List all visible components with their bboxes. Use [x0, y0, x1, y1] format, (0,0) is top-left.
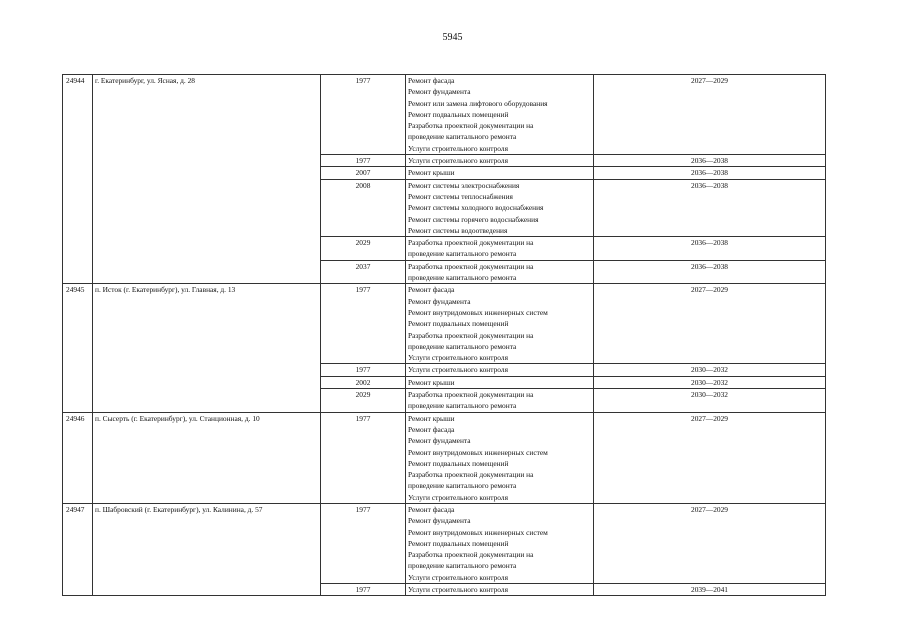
work-item: Разработка проектной документации на — [408, 261, 534, 271]
works-cell — [406, 237, 594, 261]
work-item: Ремонт фундамента — [408, 516, 471, 526]
year-cell: 2007 — [321, 167, 406, 179]
work-item: Ремонт системы водоотведения — [408, 225, 508, 235]
year-cell: 1977 — [321, 364, 406, 376]
work-item: Ремонт или замена лифтового оборудования — [408, 98, 548, 108]
period-cell: 2036—2038 — [594, 155, 826, 167]
works-cell — [406, 284, 594, 364]
work-item: Ремонт подвальных помещений — [408, 319, 509, 329]
object-address: п. Исток (г. Екатеринбург), ул. Главная, д. 13 — [93, 284, 321, 412]
work-item: Ремонт фундамента — [408, 436, 471, 446]
work-item: проведение капитального ремонта — [408, 273, 517, 283]
work-item: Разработка проектной документации на — [408, 470, 534, 480]
year-cell: 2029 — [321, 389, 406, 413]
period-cell: 2030—2032 — [594, 389, 826, 413]
object-address: г. Екатеринбург, ул. Ясная, д. 28 — [93, 75, 321, 284]
work-item: проведение капитального ремонта — [408, 132, 517, 142]
object-id: 24946 — [63, 412, 93, 503]
work-item: Ремонт фундамента — [408, 87, 471, 97]
work-item: Ремонт внутридомовых инженерных систем — [408, 527, 548, 537]
capital-repair-table — [62, 74, 826, 596]
table-row — [63, 75, 826, 155]
work-item: Ремонт подвальных помещений — [408, 109, 509, 119]
works-cell — [406, 364, 594, 376]
work-item: проведение капитального ремонта — [408, 401, 517, 411]
work-item: Ремонт внутридомовых инженерных систем — [408, 447, 548, 457]
work-item: Ремонт фундамента — [408, 296, 471, 306]
work-item: Услуги строительного контроля — [408, 353, 508, 363]
work-item: Ремонт фасада — [408, 424, 455, 434]
object-address: п. Шабровский (г. Екатеринбург), ул. Калинина, д. 57 — [93, 503, 321, 595]
work-item: проведение капитального ремонта — [408, 481, 517, 491]
year-cell: 2002 — [321, 376, 406, 388]
work-item: Услуги строительного контроля — [408, 572, 508, 582]
works-cell — [406, 155, 594, 167]
object-id: 24945 — [63, 284, 93, 412]
work-item: проведение капитального ремонта — [408, 249, 517, 259]
works-cell — [406, 75, 594, 155]
work-item: Услуги строительного контроля — [408, 143, 508, 153]
object-id: 24947 — [63, 503, 93, 595]
year-cell: 1977 — [321, 584, 406, 596]
work-item: Ремонт системы теплоснабжения — [408, 191, 513, 201]
year-cell: 1977 — [321, 503, 406, 583]
period-cell: 2036—2038 — [594, 237, 826, 261]
works-cell — [406, 179, 594, 236]
work-item: Ремонт крыши — [408, 377, 455, 387]
year-cell: 1977 — [321, 284, 406, 364]
work-item: Ремонт внутридомовых инженерных систем — [408, 307, 548, 317]
table-row — [63, 412, 826, 503]
work-item: Ремонт крыши — [408, 413, 455, 423]
work-item: проведение капитального ремонта — [408, 341, 517, 351]
period-cell: 2039—2041 — [594, 584, 826, 596]
work-item: Ремонт системы электроснабжения — [408, 180, 520, 190]
year-cell: 1977 — [321, 75, 406, 155]
work-item: Ремонт фасада — [408, 504, 455, 514]
period-cell: 2027—2029 — [594, 503, 826, 583]
period-cell: 2036—2038 — [594, 179, 826, 236]
work-item: Разработка проектной документации на — [408, 390, 534, 400]
works-cell — [406, 412, 594, 503]
work-item: Услуги строительного контроля — [408, 156, 508, 166]
year-cell: 2029 — [321, 237, 406, 261]
period-cell: 2027—2029 — [594, 284, 826, 364]
period-cell: 2030—2032 — [594, 376, 826, 388]
works-cell — [406, 584, 594, 596]
works-cell — [406, 389, 594, 413]
work-item: Разработка проектной документации на — [408, 550, 534, 560]
work-item: Ремонт системы горячего водоснабжения — [408, 214, 539, 224]
table-row — [63, 503, 826, 583]
period-cell: 2036—2038 — [594, 260, 826, 284]
work-item: Разработка проектной документации на — [408, 238, 534, 248]
works-cell — [406, 376, 594, 388]
work-item: Ремонт подвальных помещений — [408, 458, 509, 468]
work-item: Услуги строительного контроля — [408, 365, 508, 375]
object-address: п. Сысерть (г. Екатеринбург), ул. Станционная, д. 10 — [93, 412, 321, 503]
period-cell: 2027—2029 — [594, 412, 826, 503]
year-cell: 1977 — [321, 412, 406, 503]
works-cell — [406, 503, 594, 583]
works-cell — [406, 260, 594, 284]
work-item: Услуги строительного контроля — [408, 585, 508, 595]
work-item: Ремонт фасада — [408, 285, 455, 295]
works-cell — [406, 167, 594, 179]
year-cell: 1977 — [321, 155, 406, 167]
work-item: Разработка проектной документации на — [408, 330, 534, 340]
work-item: Услуги строительного контроля — [408, 492, 508, 502]
page-number: 5945 — [442, 32, 463, 43]
year-cell: 2037 — [321, 260, 406, 284]
table-row — [63, 284, 826, 364]
year-cell: 2008 — [321, 179, 406, 236]
work-item: Ремонт фасада — [408, 76, 455, 85]
period-cell: 2030—2032 — [594, 364, 826, 376]
work-item: проведение капитального ремонта — [408, 561, 517, 571]
work-item: Ремонт системы холодного водоснабжения — [408, 203, 544, 213]
object-id: 24944 — [63, 75, 93, 284]
work-item: Ремонт крыши — [408, 168, 455, 178]
period-cell: 2036—2038 — [594, 167, 826, 179]
work-item: Разработка проектной документации на — [408, 121, 534, 131]
work-item: Ремонт подвальных помещений — [408, 538, 509, 548]
period-cell: 2027—2029 — [594, 75, 826, 155]
